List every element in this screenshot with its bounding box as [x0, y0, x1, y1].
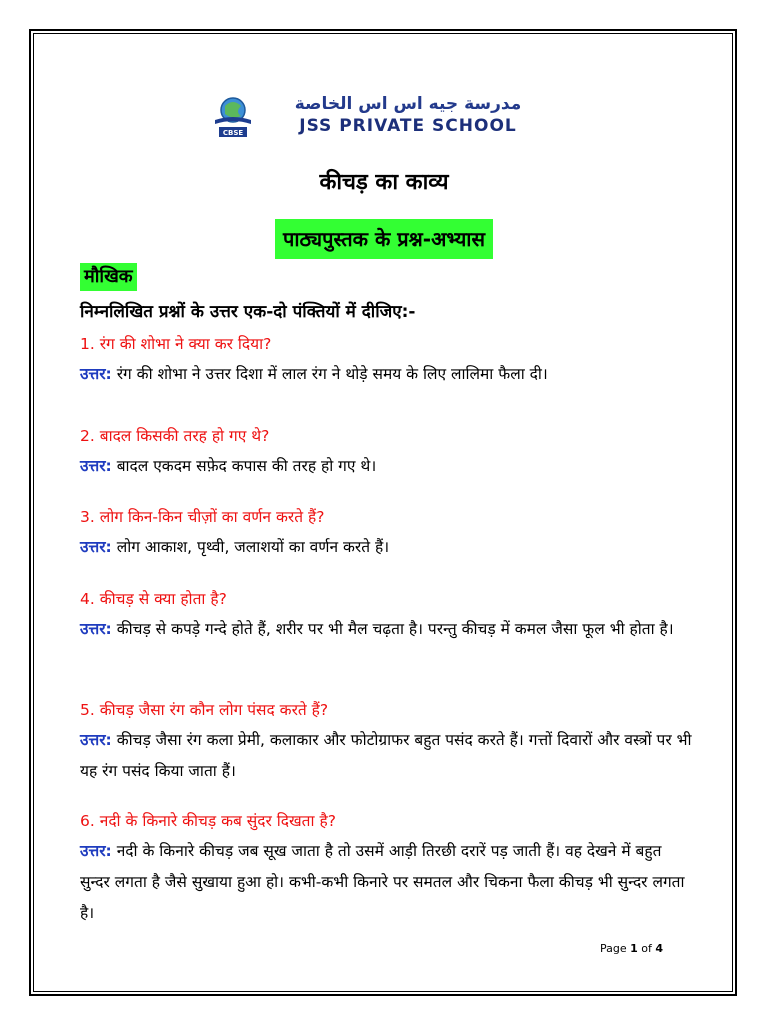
answer-body: बादल एकदम सफ़ेद कपास की तरह हो गए थे।	[116, 457, 377, 475]
question-text: 5. कीचड़ जैसा रंग कौन लोग पंसद करते हैं?	[80, 701, 329, 719]
answer-text	[80, 359, 696, 390]
qa-item-5	[80, 695, 696, 787]
qa-item-4	[80, 584, 696, 645]
answer-body: नदी के किनारे कीचड़ जब सूख जाता है तो उसमें आड़ी तिरछी दरारें पड़ जाती हैं। वह देखने में बहुत सुन्दर लगता है जैसे सुखाया हुआ हो। कभी-कभी किनारे पर समतल और चिकना फैला कीचड़ भी सुन्दर लगता है।	[80, 842, 685, 922]
question-text: 3. लोग किन-किन चीज़ों का वर्णन करते हैं?	[80, 508, 325, 526]
page-number	[600, 941, 690, 957]
question-text: 6. नदी के किनारे कीचड़ कब सुंदर दिखता है?	[80, 812, 336, 830]
answer-text	[80, 532, 696, 563]
of-word: of	[641, 942, 652, 955]
page-word: Page	[600, 942, 627, 955]
answer-label: उत्तर:	[80, 457, 112, 475]
crest-label: CBSE	[222, 129, 244, 137]
school-crest-icon	[205, 94, 261, 138]
answer-text	[80, 725, 696, 787]
answer-body: लोग आकाश, पृथ्वी, जलाशयों का वर्णन करते हैं।	[116, 538, 390, 556]
question-text: 2. बादल किसकी तरह हो गए थे?	[80, 427, 270, 445]
answer-text	[80, 451, 696, 482]
qa-item-3	[80, 502, 696, 563]
page-total: 4	[655, 942, 664, 955]
qa-item-6	[80, 806, 696, 929]
school-logo	[205, 94, 550, 138]
page-current: 1	[630, 942, 638, 955]
answer-body: रंग की शोभा ने उत्तर दिशा में लाल रंग ने थोड़े समय के लिए लालिमा फैला दी।	[116, 365, 548, 383]
page-title: कीचड़ का काव्य	[319, 170, 449, 195]
qa-item-1	[80, 329, 696, 390]
subtitle-container	[0, 219, 768, 259]
qa-item-2	[80, 421, 696, 482]
answer-label: उत्तर:	[80, 538, 112, 556]
question-text: 1. रंग की शोभा ने क्या कर दिया?	[80, 335, 272, 353]
school-name: JSS PRIVATE SCHOOL	[299, 116, 517, 136]
school-name-arabic: مدرسة جيه اس اس الخاصة	[294, 94, 522, 114]
answer-text	[80, 836, 696, 929]
section-heading: मौखिक	[80, 263, 137, 291]
answer-label: उत्तर:	[80, 620, 112, 638]
answer-label: उत्तर:	[80, 842, 112, 860]
instruction-text: निम्नलिखित प्रश्नों के उत्तर एक-दो पंक्तियों में दीजिए:-	[80, 302, 416, 322]
answer-text	[80, 614, 696, 645]
question-text: 4. कीचड़ से क्या होता है?	[80, 590, 227, 608]
answer-body: कीचड़ जैसा रंग कला प्रेमी, कलाकार और फोटोग्राफर बहुत पसंद करते हैं। गत्तों दिवारों और वस्त्रों पर भी यह रंग पसंद किया जाता हैं।	[80, 731, 692, 780]
answer-body: कीचड़ से कपड़े गन्दे होते हैं, शरीर पर भी मैल चढ़ता है। परन्तु कीचड़ में कमल जैसा फूल भी होता है।	[116, 620, 674, 638]
answer-label: उत्तर:	[80, 731, 112, 749]
page-subtitle: पाठ्यपुस्तक के प्रश्न-अभ्यास	[275, 219, 493, 259]
answer-label: उत्तर:	[80, 365, 112, 383]
